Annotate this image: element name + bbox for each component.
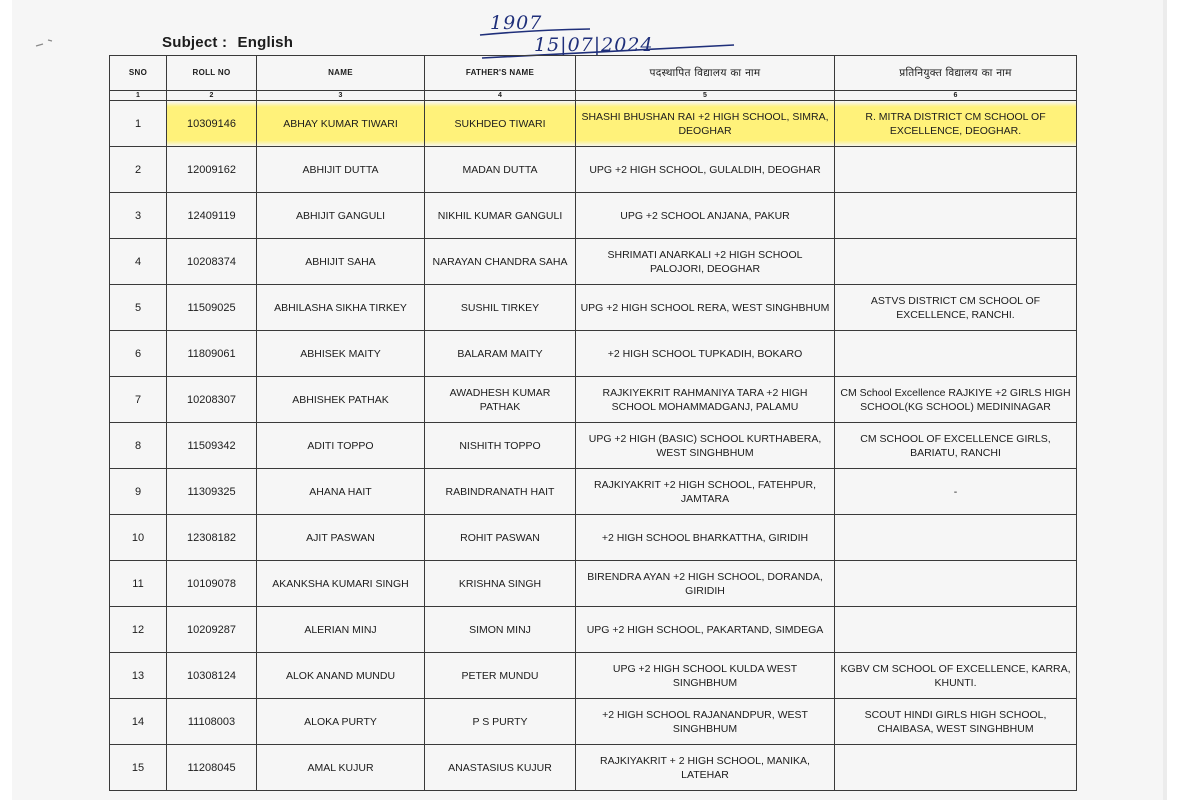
margin-mark	[34, 36, 64, 50]
handwritten-date: 15|07|2024	[534, 34, 654, 56]
cell-posted-school: SHRIMATI ANARKALI +2 HIGH SCHOOL PALOJORI, DEOGHAR	[576, 239, 835, 285]
cell-fathers-name: AWADHESH KUMAR PATHAK	[425, 377, 576, 423]
column-number: 5	[576, 91, 835, 101]
table-row	[110, 147, 1077, 193]
cell-posted-school: +2 HIGH SCHOOL TUPKADIH, BOKARO	[576, 331, 835, 377]
cell-posted-school: UPG +2 SCHOOL ANJANA, PAKUR	[576, 193, 835, 239]
cell-sno: 10	[110, 515, 167, 561]
cell-deputed-school: ASTVS DISTRICT CM SCHOOL OF EXCELLENCE, RANCHI.	[835, 285, 1077, 331]
cell-fathers-name: ANASTASIUS KUJUR	[425, 745, 576, 791]
roster-table	[109, 55, 1077, 791]
cell-deputed-school: R. MITRA DISTRICT CM SCHOOL OF EXCELLENCE, DEOGHAR.	[835, 101, 1077, 147]
cell-deputed-school	[835, 147, 1077, 193]
cell-fathers-name: SUKHDEO TIWARI	[425, 101, 576, 147]
cell-fathers-name: SIMON MINJ	[425, 607, 576, 653]
cell-fathers-name: NARAYAN CHANDRA SAHA	[425, 239, 576, 285]
cell-name: ABHIJIT DUTTA	[257, 147, 425, 193]
table-row	[110, 239, 1077, 285]
cell-deputed-school: CM School Excellence RAJKIYE +2 GIRLS HIGH SCHOOL(KG SCHOOL) MEDININAGAR	[835, 377, 1077, 423]
cell-sno: 11	[110, 561, 167, 607]
cell-roll-no: 10309146	[167, 101, 257, 147]
cell-posted-school: UPG +2 HIGH SCHOOL, PAKARTAND, SIMDEGA	[576, 607, 835, 653]
cell-deputed-school	[835, 515, 1077, 561]
column-number: 3	[257, 91, 425, 101]
table-row	[110, 469, 1077, 515]
cell-sno: 4	[110, 239, 167, 285]
cell-deputed-school: -	[835, 469, 1077, 515]
table-row	[110, 377, 1077, 423]
cell-fathers-name: ROHIT PASWAN	[425, 515, 576, 561]
cell-roll-no: 12308182	[167, 515, 257, 561]
subject-label: Subject :	[162, 34, 228, 51]
cell-name: ALOK ANAND MUNDU	[257, 653, 425, 699]
cell-name: ABHIJIT GANGULI	[257, 193, 425, 239]
cell-deputed-school: CM SCHOOL OF EXCELLENCE GIRLS, BARIATU, RANCHI	[835, 423, 1077, 469]
cell-sno: 2	[110, 147, 167, 193]
cell-sno: 6	[110, 331, 167, 377]
column-number: 1	[110, 91, 167, 101]
table-row	[110, 515, 1077, 561]
subject-line	[162, 34, 293, 51]
column-number: 2	[167, 91, 257, 101]
cell-posted-school: UPG +2 HIGH (BASIC) SCHOOL KURTHABERA, WEST SINGHBHUM	[576, 423, 835, 469]
cell-posted-school: RAJKIYAKRIT + 2 HIGH SCHOOL, MANIKA, LATEHAR	[576, 745, 835, 791]
table-row	[110, 745, 1077, 791]
cell-name: ALOKA PURTY	[257, 699, 425, 745]
cell-fathers-name: PETER MUNDU	[425, 653, 576, 699]
header-fathers-name: FATHER'S NAME	[425, 56, 576, 91]
cell-name: ABHISHEK PATHAK	[257, 377, 425, 423]
cell-sno: 13	[110, 653, 167, 699]
cell-roll-no: 11809061	[167, 331, 257, 377]
cell-fathers-name: RABINDRANATH HAIT	[425, 469, 576, 515]
subject-value: English	[237, 34, 294, 51]
cell-sno: 12	[110, 607, 167, 653]
cell-sno: 9	[110, 469, 167, 515]
cell-deputed-school: SCOUT HINDI GIRLS HIGH SCHOOL, CHAIBASA, WEST SINGHBHUM	[835, 699, 1077, 745]
table-row	[110, 653, 1077, 699]
cell-name: ALERIAN MINJ	[257, 607, 425, 653]
cell-posted-school: SHASHI BHUSHAN RAI +2 HIGH SCHOOL, SIMRA, DEOGHAR	[576, 101, 835, 147]
cell-roll-no: 11108003	[167, 699, 257, 745]
cell-name: AKANKSHA KUMARI SINGH	[257, 561, 425, 607]
cell-roll-no: 10109078	[167, 561, 257, 607]
header-sno: SNO	[110, 56, 167, 91]
cell-deputed-school	[835, 561, 1077, 607]
cell-fathers-name: SUSHIL TIRKEY	[425, 285, 576, 331]
cell-name: AMAL KUJUR	[257, 745, 425, 791]
cell-roll-no: 10208307	[167, 377, 257, 423]
cell-deputed-school	[835, 745, 1077, 791]
document-page	[12, 0, 1166, 800]
cell-name: AJIT PASWAN	[257, 515, 425, 561]
cell-posted-school: RAJKIYAKRIT +2 HIGH SCHOOL, FATEHPUR, JAMTARA	[576, 469, 835, 515]
cell-roll-no: 10208374	[167, 239, 257, 285]
table-row-highlighted	[110, 101, 1077, 147]
cell-deputed-school	[835, 239, 1077, 285]
cell-name: ABHIJIT SAHA	[257, 239, 425, 285]
cell-roll-no: 10308124	[167, 653, 257, 699]
cell-posted-school: RAJKIYEKRIT RAHMANIYA TARA +2 HIGH SCHOOL MOHAMMADGANJ, PALAMU	[576, 377, 835, 423]
cell-posted-school: +2 HIGH SCHOOL BHARKATTHA, GIRIDIH	[576, 515, 835, 561]
cell-sno: 5	[110, 285, 167, 331]
column-number: 4	[425, 91, 576, 101]
header-name: NAME	[257, 56, 425, 91]
cell-posted-school: UPG +2 HIGH SCHOOL RERA, WEST SINGHBHUM	[576, 285, 835, 331]
cell-sno: 8	[110, 423, 167, 469]
handwritten-number: 1907	[490, 12, 543, 34]
header-row	[110, 56, 1077, 91]
cell-roll-no: 11509025	[167, 285, 257, 331]
cell-name: ABHISEK MAITY	[257, 331, 425, 377]
cell-sno: 14	[110, 699, 167, 745]
header-posted-school: पदस्थापित विद्यालय का नाम	[576, 56, 835, 91]
cell-roll-no: 10209287	[167, 607, 257, 653]
cell-roll-no: 11309325	[167, 469, 257, 515]
header-roll-no: ROLL NO	[167, 56, 257, 91]
cell-name: ABHILASHA SIKHA TIRKEY	[257, 285, 425, 331]
cell-fathers-name: KRISHNA SINGH	[425, 561, 576, 607]
cell-name: ABHAY KUMAR TIWARI	[257, 101, 425, 147]
header-deputed-school: प्रतिनियुक्त विद्यालय का नाम	[835, 56, 1077, 91]
table-row	[110, 699, 1077, 745]
cell-roll-no: 11208045	[167, 745, 257, 791]
cell-name: ADITI TOPPO	[257, 423, 425, 469]
cell-roll-no: 12409119	[167, 193, 257, 239]
cell-posted-school: UPG +2 HIGH SCHOOL, GULALDIH, DEOGHAR	[576, 147, 835, 193]
cell-fathers-name: P S PURTY	[425, 699, 576, 745]
table-row	[110, 423, 1077, 469]
cell-deputed-school: KGBV CM SCHOOL OF EXCELLENCE, KARRA, KHUNTI.	[835, 653, 1077, 699]
table-row	[110, 607, 1077, 653]
cell-deputed-school	[835, 331, 1077, 377]
cell-sno: 3	[110, 193, 167, 239]
cell-fathers-name: MADAN DUTTA	[425, 147, 576, 193]
table-row	[110, 331, 1077, 377]
column-number: 6	[835, 91, 1077, 101]
cell-fathers-name: BALARAM MAITY	[425, 331, 576, 377]
cell-sno: 15	[110, 745, 167, 791]
cell-sno: 1	[110, 101, 167, 147]
column-number-row	[110, 91, 1077, 101]
cell-roll-no: 12009162	[167, 147, 257, 193]
cell-posted-school: +2 HIGH SCHOOL RAJANANDPUR, WEST SINGHBHUM	[576, 699, 835, 745]
cell-deputed-school	[835, 193, 1077, 239]
cell-roll-no: 11509342	[167, 423, 257, 469]
cell-deputed-school	[835, 607, 1077, 653]
table-row	[110, 193, 1077, 239]
table-row	[110, 561, 1077, 607]
page-edge	[1163, 0, 1167, 800]
cell-posted-school: UPG +2 HIGH SCHOOL KULDA WEST SINGHBHUM	[576, 653, 835, 699]
cell-fathers-name: NISHITH TOPPO	[425, 423, 576, 469]
cell-posted-school: BIRENDRA AYAN +2 HIGH SCHOOL, DORANDA, GIRIDIH	[576, 561, 835, 607]
table-row	[110, 285, 1077, 331]
cell-name: AHANA HAIT	[257, 469, 425, 515]
cell-fathers-name: NIKHIL KUMAR GANGULI	[425, 193, 576, 239]
cell-sno: 7	[110, 377, 167, 423]
table-body	[110, 101, 1077, 791]
